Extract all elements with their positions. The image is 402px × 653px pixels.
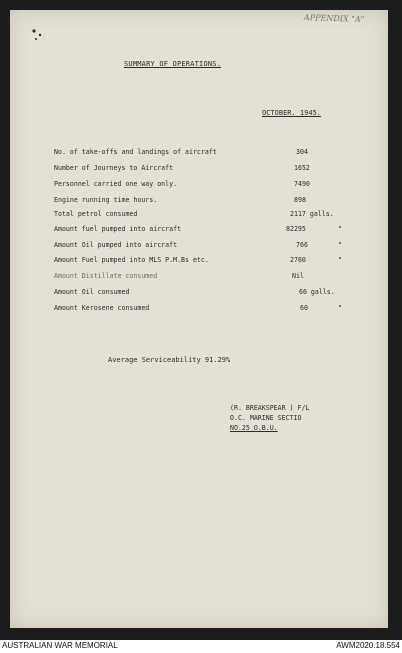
row-value: 7490 (294, 180, 310, 188)
row-label: Amount Kerosene consumed (54, 304, 150, 312)
footer-bar (0, 640, 402, 653)
summary-row (54, 241, 354, 253)
row-unit: " (338, 256, 342, 264)
row-label: No. of take-offs and landings of aircraft (54, 148, 217, 156)
summary-row (54, 196, 354, 208)
summary-row (54, 288, 354, 300)
row-unit: " (338, 241, 342, 249)
row-label: Number of Journeys to Aircraft (54, 164, 174, 172)
row-label: Amount Oil consumed (54, 288, 130, 296)
row-label: Amount Fuel pumped into MLS P.M.Bs etc. (54, 256, 209, 264)
punch-hole-marks-icon (26, 26, 42, 42)
row-unit: " (338, 304, 342, 312)
row-label: Personnel carried one way only. (54, 180, 178, 188)
row-unit: " (338, 225, 342, 233)
footer-accession-number: AWM2020.18.554 (336, 641, 400, 650)
report-month: OCTOBER. 1945. (262, 109, 322, 117)
average-serviceability: Average Serviceability 91.29% (108, 356, 231, 364)
row-label: Amount Distillate consumed (54, 272, 158, 280)
row-value: 898 (294, 196, 306, 204)
row-value: 766 (296, 241, 308, 249)
summary-row (54, 304, 354, 316)
row-value: Nil (292, 272, 304, 280)
document-title: SUMMARY OF OPERATIONS. (124, 60, 222, 68)
signature-name: (R. BREAKSPEAR ) F/L (230, 404, 310, 412)
document-page (10, 10, 388, 628)
summary-row (54, 164, 354, 176)
row-value: 304 (296, 148, 308, 156)
appendix-annotation: APPENDIX "A" (303, 12, 365, 25)
row-value: 2117 galls. (290, 210, 334, 218)
row-value: 60 (300, 304, 308, 312)
row-value: 66 galls. (299, 288, 335, 296)
summary-row (54, 180, 354, 192)
row-label: Amount fuel pumped into aircraft (54, 225, 182, 233)
row-value: 2760 (290, 256, 306, 264)
summary-row (54, 272, 354, 284)
footer-institution: AUSTRALIAN WAR MEMORIAL (2, 641, 118, 650)
summary-row (54, 210, 354, 222)
row-value: 1652 (294, 164, 310, 172)
summary-row (54, 225, 354, 237)
summary-row (54, 148, 354, 160)
row-label: Amount Oil pumped into aircraft (54, 241, 178, 249)
row-label: Engine running time hours. (54, 196, 158, 204)
summary-row (54, 256, 354, 268)
row-value: 82295 (286, 225, 306, 233)
signature-title: O.C. MARINE SECTIO (230, 414, 302, 422)
signature-unit: NO.25 O.B.U. (230, 424, 278, 432)
row-label: Total petrol consumed (54, 210, 138, 218)
